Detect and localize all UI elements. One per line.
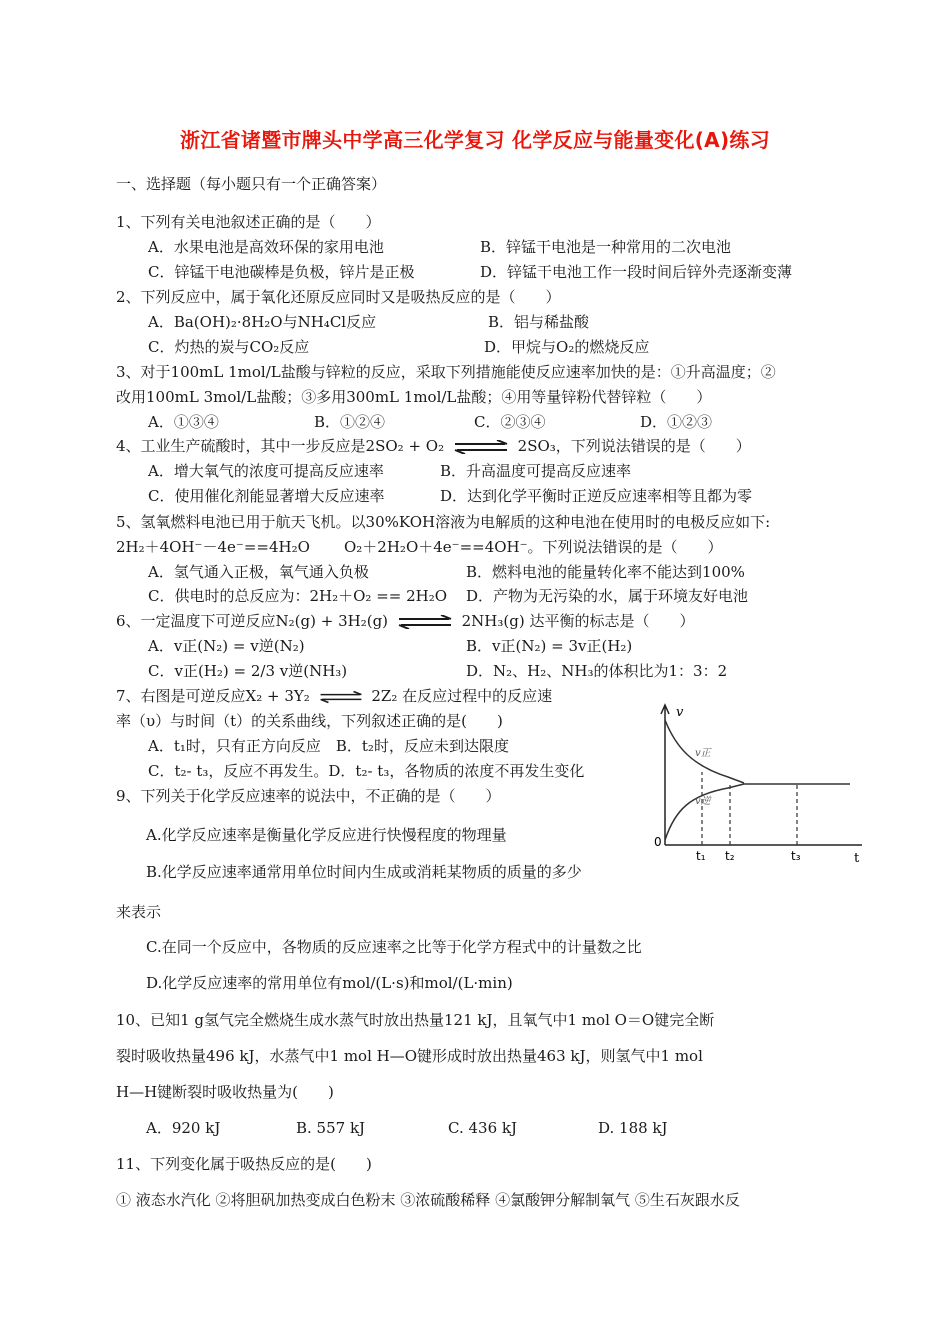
question-4-option-c: C．使用催化剂能显著增大反应速率 xyxy=(148,487,385,505)
question-6-stem xyxy=(116,611,694,631)
question-10-stem-line2: 裂时吸收热量496 kJ，水蒸气中1 mol H—O键形成时放出热量463 kJ，则氢气中1 mol xyxy=(116,1047,703,1065)
question-5-option-d: D．产物为无污染的水，属于环境友好电池 xyxy=(466,587,749,605)
question-9-stem: 9、下列关于化学反应速率的说法中，不正确的是（ ） xyxy=(116,787,501,805)
equilibrium-arrow-icon xyxy=(397,615,453,629)
question-6-option-d: D．N₂、H₂、NH₃的体积比为1：3：2 xyxy=(466,662,728,680)
question-7-stem-part2: 2Z₂ 在反应过程中的反应速 xyxy=(371,687,553,705)
forward-rate-label: v正 xyxy=(695,748,711,759)
question-9-option-c: C.在同一个反应中，各物质的反应速率之比等于化学方程式中的计量数之比 xyxy=(146,938,642,956)
question-9-option-d: D.化学反应速率的常用单位有mol/(L·s)和mol/(L·min) xyxy=(146,974,513,992)
question-6-stem-part2: 2NH₃(g) 达平衡的标志是（ ） xyxy=(461,612,695,630)
question-1-option-b: B．锌锰干电池是一种常用的二次电池 xyxy=(480,238,732,256)
origin-label: 0 xyxy=(654,835,662,849)
tick-t3: t₃ xyxy=(791,849,801,863)
question-3-option-d: D．①②③ xyxy=(640,413,713,431)
tick-t2: t₂ xyxy=(725,849,735,863)
equilibrium-arrow-icon xyxy=(319,690,363,704)
question-2-option-d: D．甲烷与O₂的燃烧反应 xyxy=(484,338,650,356)
equilibrium-arrow-icon xyxy=(453,440,509,454)
question-4-stem-part2: 2SO₃，下列说法错误的是（ ） xyxy=(517,437,751,455)
question-10-option-d: D. 188 kJ xyxy=(598,1119,668,1137)
question-7-options-ab: A．t₁时，只有正方向反应 B．t₂时，反应未到达限度 xyxy=(148,737,509,755)
page-title: 浙江省诸暨市牌头中学高三化学复习 化学反应与能量变化(A)练习 xyxy=(179,128,771,152)
question-2-option-c: C．灼热的炭与CO₂反应 xyxy=(148,338,310,356)
rate-time-graph xyxy=(640,700,870,868)
question-1-option-a: A．水果电池是高效环保的家用电池 xyxy=(148,238,384,256)
question-6-option-a: A．v正(N₂) = v逆(N₂) xyxy=(148,637,305,655)
question-6-stem-part1: 6、一定温度下可逆反应N₂(g) + 3H₂(g) xyxy=(116,612,389,630)
question-5-cathode-equation: O₂＋2H₂O＋4e⁻==4OH⁻。下列说法错误的是（ ） xyxy=(344,538,723,556)
question-10-stem-line3: H—H键断裂时吸收热量为( ) xyxy=(116,1083,334,1101)
question-10-option-a: A．920 kJ xyxy=(146,1119,221,1137)
question-9-option-b-cont: 来表示 xyxy=(116,903,162,921)
question-3-option-c: C．②③④ xyxy=(474,413,546,431)
question-4-option-d: D．达到化学平衡时正逆反应速率相等且都为零 xyxy=(440,487,753,505)
question-2-stem: 2、下列反应中，属于氧化还原反应同时又是吸热反应的是（ ） xyxy=(116,288,561,306)
question-2-option-a: A．Ba(OH)₂·8H₂O与NH₄Cl反应 xyxy=(148,313,377,331)
question-4-stem xyxy=(116,436,751,456)
question-3-stem-line2: 改用100mL 3mol/L盐酸；③多用300mL 1mol/L盐酸；④用等量锌粉代替锌粒（ ） xyxy=(116,388,712,406)
question-2-option-b: B．铝与稀盐酸 xyxy=(488,313,590,331)
question-5-option-b: B．燃料电池的能量转化率不能达到100% xyxy=(466,563,745,581)
question-7-stem-part1: 7、右图是可逆反应X₂ + 3Y₂ xyxy=(116,687,310,705)
question-11-items: ① 液态水汽化 ②将胆矾加热变成白色粉末 ③浓硫酸稀释 ④氯酸钾分解制氧气 ⑤生石灰跟水反 xyxy=(116,1191,740,1209)
question-5-stem: 5、氢氧燃料电池已用于航天飞机。以30%KOH溶液为电解质的这种电池在使用时的电极反应如下: xyxy=(116,513,771,531)
question-11-stem: 11、下列变化属于吸热反应的是( ) xyxy=(116,1155,372,1173)
question-1-option-c: C．锌锰干电池碳棒是负极，锌片是正极 xyxy=(148,263,415,281)
question-6-option-c: C．v正(H₂) = 2/3 v逆(NH₃) xyxy=(148,662,348,680)
question-9-option-b: B.化学反应速率通常用单位时间内生成或消耗某物质的质量的多少 xyxy=(146,863,582,881)
question-1-option-d: D．锌锰干电池工作一段时间后锌外壳逐渐变薄 xyxy=(480,263,793,281)
question-7-options-cd: C．t₂- t₃，反应不再发生。D．t₂- t₃，各物质的浓度不再发生变化 xyxy=(148,762,585,780)
y-axis-label: v xyxy=(676,705,684,720)
question-7-stem-line2: 率（υ）与时间（t）的关系曲线，下列叙述正确的是( ) xyxy=(116,712,503,730)
question-5-option-a: A．氢气通入正极，氧气通入负极 xyxy=(148,563,369,581)
question-10-stem-line1: 10、已知1 g氢气完全燃烧生成水蒸气时放出热量121 kJ，且氧气中1 mol O＝O键完全断 xyxy=(116,1011,715,1029)
question-4-option-b: B．升高温度可提高反应速率 xyxy=(440,462,632,480)
question-10-option-b: B. 557 kJ xyxy=(296,1119,366,1137)
question-5-anode-equation: 2H₂＋4OH⁻－4e⁻==4H₂O xyxy=(116,538,310,556)
question-10-option-c: C. 436 kJ xyxy=(448,1119,517,1137)
question-7-stem xyxy=(116,686,552,706)
question-1-stem: 1、下列有关电池叙述正确的是（ ） xyxy=(116,213,381,231)
question-3-option-a: A．①③④ xyxy=(148,413,219,431)
question-5-option-c: C．供电时的总反应为：2H₂＋O₂ == 2H₂O xyxy=(148,587,448,605)
question-4-option-a: A．增大氧气的浓度可提高反应速率 xyxy=(148,462,384,480)
question-4-stem-part1: 4、工业生产硫酸时，其中一步反应是2SO₂ + O₂ xyxy=(116,437,445,455)
question-9-option-a: A.化学反应速率是衡量化学反应进行快慢程度的物理量 xyxy=(146,826,507,844)
question-6-option-b: B．v正(N₂) = 3v正(H₂) xyxy=(466,637,633,655)
section-heading: 一、选择题（每小题只有一个正确答案） xyxy=(116,175,387,193)
question-3-stem-line1: 3、对于100mL 1mol/L盐酸与锌粒的反应，采取下列措施能使反应速率加快的是：①升高温度；② xyxy=(116,363,776,381)
x-axis-label: t xyxy=(854,851,860,866)
tick-t1: t₁ xyxy=(696,849,706,863)
reverse-rate-label: v逆 xyxy=(695,796,711,807)
reverse-rate-curve xyxy=(665,784,744,840)
question-3-option-b: B．①②④ xyxy=(314,413,386,431)
